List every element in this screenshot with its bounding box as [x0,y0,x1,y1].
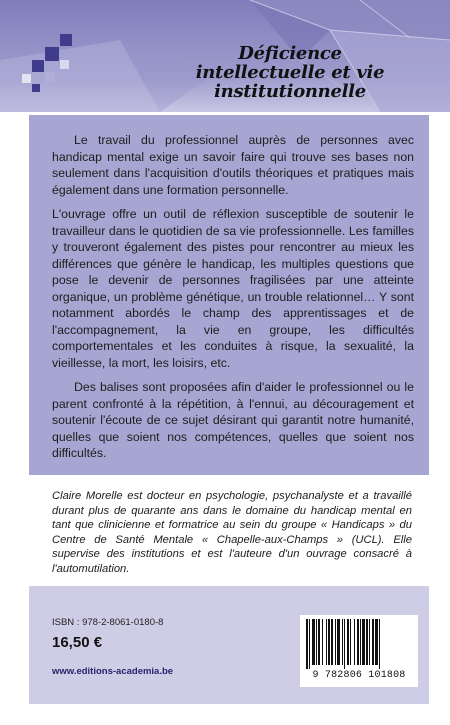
barcode-bar [344,619,345,669]
description-paragraph: L'ouvrage offre un outil de réflexion susceptible de soutenir le travailleur dans le quotidien de sa vie professionnelle. Les familles y trouveront également des pistes pour rencontrer au mieux les différences que génère le handicap, les multiples questions que pose le devenir de personnes fragilisées par une atteinte organique, un problème génétique, un trouble relationnel… Y sont notamment abordés le champ des apprentissages et de l'accompagnement, la vie en groupe, les difficultés comportementales et les conduites à risque, la sexualité, la vieillesse, la mort, les loisirs, etc. [52,207,414,370]
barcode-bar [369,619,370,665]
barcode-bar [326,619,327,665]
barcode-bar [309,619,310,669]
barcode-bar [347,619,349,665]
barcode-bar [312,619,315,665]
barcode-bar [342,619,343,665]
barcode-bar [306,619,308,669]
author-bio: Claire Morelle est docteur en psychologie, psychanalyste et a travaillé durant plus de quarante ans dans le domaine du handicap mental en tant que clinicienne et formatrice au sein du groupe « Handicaps » du Centre de Santé Mentale « Chapelle-aux-Champs » (UCL). Elle supervise des institutions et est l'auteure d'un ouvrage consacré à l'automutilation. [52,490,412,575]
title-line-2: intellectuelle et vie [195,62,385,83]
barcode-bar [362,619,365,665]
price: 16,50 € [52,634,103,651]
barcode-bar [316,619,317,665]
barcode-icon [305,619,413,669]
publisher-website: www.editions-academia.be [52,666,174,677]
barcode-bar [366,619,368,665]
description-paragraph: Le travail du professionnel auprès de personnes avec handicap mental exige un savoir faire qui trouve ses bases non seulement dans l'acquisition d'outils théoriques et pratiques mais également dans une formation personnelle. [52,133,414,197]
isbn: ISBN : 978-2-8061-0180-8 [52,617,164,628]
barcode-bar [337,619,340,665]
barcode-bar [322,619,323,665]
title-line-1: Déficience [238,43,342,64]
logo-squares [0,0,90,112]
barcode-bar [375,619,378,665]
barcode-bar [335,619,336,665]
barcode-bar [357,619,359,665]
barcode-bar [360,619,361,665]
barcode-bar [328,619,330,665]
description-paragraph: Des balises sont proposées afin d'aider le professionnel ou le parent confronté à la répétition, à l'ennui, au découragement et soutenir l'écoute de ce sujet désirant qui garantit notre humanité, quelles que soient nos compétences, quelles que soient nos difficultés. [52,380,414,460]
barcode-bar [379,619,380,669]
header-band [0,0,450,112]
barcode-bar [350,619,351,665]
barcode-bar [331,619,333,665]
book-title [170,44,410,101]
title-line-3: institutionnelle [214,81,366,102]
barcode-bar [372,619,374,665]
barcode-bar [354,619,355,665]
barcode-bar [318,619,320,665]
book-description [52,132,414,470]
barcode-number: 9 782806 101808 [312,670,406,681]
